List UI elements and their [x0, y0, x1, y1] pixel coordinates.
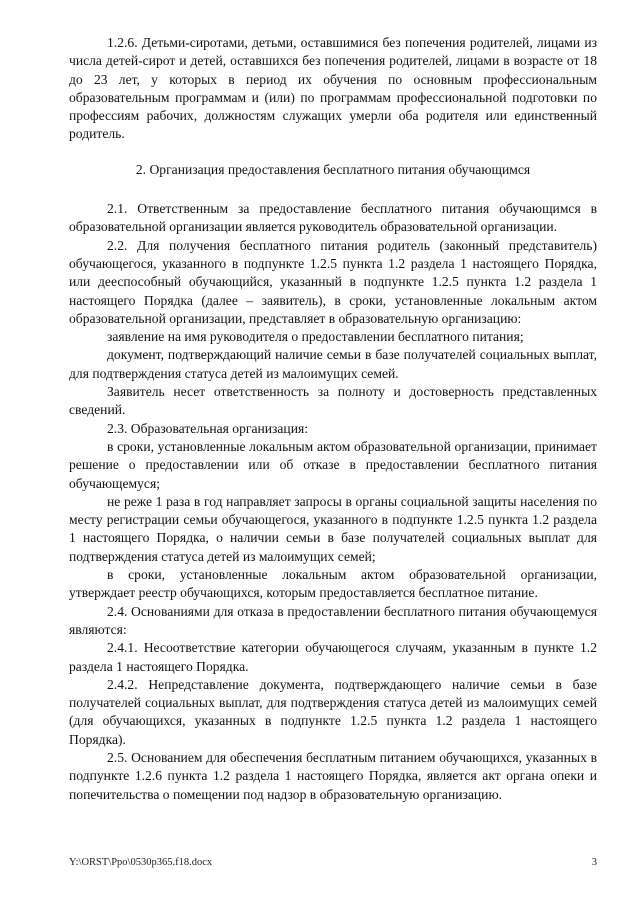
paragraph-2-2-document: документ, подтверждающий наличие семьи в базе получателей социальных выплат, для подтверждения статуса детей из малоимущих семей. [69, 347, 597, 381]
paragraph-2-3-registry: в сроки, установленные локальным актом образовательной организации, утверждает реестр обучающихся, которым предоставляется бесплатное питание. [69, 567, 597, 601]
paragraph-2-4: 2.4. Основаниями для отказа в предоставлении бесплатного питания обучающемуся являются: [69, 603, 597, 637]
paragraph-2-2-application: заявление на имя руководителя о предоставлении бесплатного питания; [107, 329, 524, 345]
paragraph-2-4-2: 2.4.2. Непредставление документа, подтверждающего наличие семьи в базе получателей социальных выплат, для подтверждения статуса детей из малоимущих семей (для обучающихся, указанных в подпункте 1.2.5 пункта 1.2 раздела 1 настоящего Порядка). [69, 676, 597, 747]
section-2-title: 2. Организация предоставления бесплатного питания обучающимся [135, 161, 531, 177]
paragraph-2-3-requests: не реже 1 раза в год направляет запросы в органы социальной защиты населения по месту регистрации семьи обучающегося, указанного в подпункте 1.2.5 пункта 1.2 раздела 1 настоящего Порядка, о наличии семьи в базе получателей социальных выплат для подтверждения статуса детей из малоимущих семей; [69, 493, 597, 564]
paragraph-1-2-6: 1.2.6. Детьми-сиротами, детьми, оставшимися без попечения родителей, лицами из числа детей-сирот и детей, оставшихся без попечения родителей, лицами в возрасте от 18 до 23 лет, у которых в период их обучения по основным профессиональным образовательным программам и (или) по программам профессиональной подготовки по профессиям рабочих, должностям служащих умерли оба родителя или единственный родитель. [69, 35, 597, 142]
paragraph-2-3: 2.3. Образовательная организация: [107, 420, 309, 436]
paragraph-2-3-decision: в сроки, установленные локальным актом образовательной организации, принимает решение о предоставлении или об отказе в предоставлении бесплатного питания обучающемуся; [69, 438, 597, 491]
paragraph-2-2: 2.2. Для получения бесплатного питания родитель (законный представитель) обучающегося, указанного в подпункте 1.2.5 пункта 1.2 раздела 1 настоящего Порядка, или дееспособный обучающийся, указанный в подпункте 1.2.5 пункта 1.2 раздела 1 настоящего Порядка (далее – заявитель), в сроки, установленные локальным актом образовательной организации, представляет в образовательную организацию: [69, 237, 597, 326]
document-page [69, 34, 597, 804]
paragraph-2-2-responsibility: Заявитель несет ответственность за полноту и достоверность представленных сведений. [69, 384, 597, 418]
footer-file-path: Y:\ORST\Ppo\0530p365.f18.docx [69, 857, 213, 868]
paragraph-2-1: 2.1. Ответственным за предоставление бесплатного питания обучающимся в образовательной организации является руководитель образовательной организации. [69, 201, 597, 235]
paragraph-2-5: 2.5. Основанием для обеспечения бесплатным питанием обучающихся, указанных в подпункте 1.2.6 пункта 1.2 раздела 1 настоящего Порядка, является акт органа опеки и попечительства о помещении под надзор в образовательную организацию. [69, 749, 597, 802]
paragraph-2-4-1: 2.4.1. Несоответствие категории обучающегося случаям, указанным в пункте 1.2 раздела 1 настоящего Порядка. [69, 640, 597, 674]
page-number: 3 [591, 857, 597, 868]
